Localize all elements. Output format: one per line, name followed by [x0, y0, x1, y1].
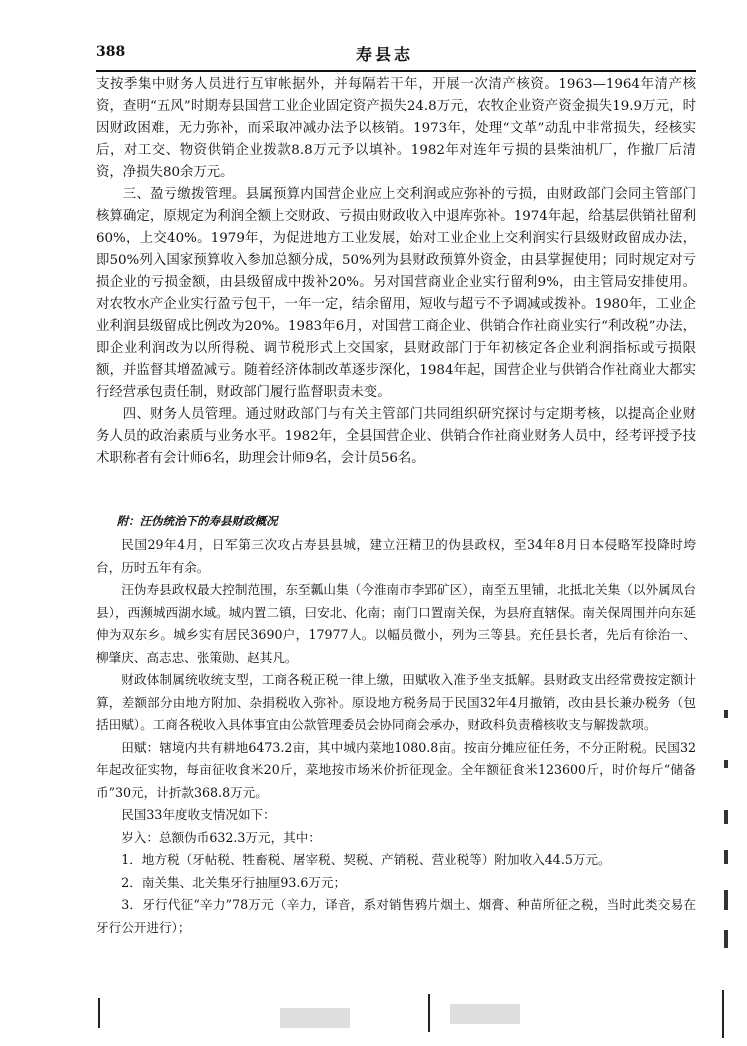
- main-text: [96, 74, 696, 470]
- appendix-paragraph: 民国29年4月，日军第三次攻占寿县县城，建立汪精卫的伪县政权，至34年8月日本侵略军投降时垮台，历时五年有余。: [96, 537, 696, 575]
- appendix-list-item: 1．地方税（牙帖税、牲畜税、屠宰税、契税、产销税、营业税等）附加收入44.5万元。: [121, 852, 611, 867]
- paragraph-finance-staff-management: 四、财务人员管理。通过财政部门与有关主管部门共同组织研究探讨与定期考核，以提高企业财务人员的政治素质与业务水平。1982年，全县国营企业、供销合作社商业财务人员中，经考评授予技术职称者有会计师6名，助理会计师9名，会计员56名。: [96, 407, 696, 466]
- scan-mark: [724, 850, 728, 864]
- scan-mark: [98, 998, 100, 1028]
- scan-footer-artifacts: [0, 990, 747, 1046]
- scan-edge-marks: [720, 700, 740, 1000]
- appendix-paragraph: 财政体制属统收统支型，工商各税正税一律上缴，田赋收入准予坐支抵解。县财政支出经常费按定额计算，差额部分由地方附加、杂捐税收入弥补。原设地方税务局于民国32年4月撤销，改由县长兼办税务（包括田赋）。工商各税收入具体事宜由公款管理委员会协同商会承办，财政科负责稽核收支与解拨款项。: [96, 672, 696, 732]
- scan-mark: [724, 930, 728, 948]
- appendix-paragraph: 田赋：辖境内共有耕地6473.2亩，其中城内菜地1080.8亩。按亩分摊应征任务，不分正附税。民国32年起改征实物，每亩征收食米20斤，菜地按市场米价折征现金。全年额征食米123600斤，时价每斤“储备币”30元，计折款368.8万元。: [96, 739, 696, 800]
- appendix-paragraph: 汪伪寿县政权最大控制范围，东至瓤山集（今淮南市李郢矿区），南至五里铺，北抵北关集（以外属凤台县），西濒城西湖水域。城内置二镇，曰安北、化南；南门口置南关保，为县府直辖保。南关保周围并向东延伸为双东乡。城乡实有居民3690户，17977人。以幅员微小，列为三等县。充任县长者，先后有徐治一、柳肇庆、高志忠、张策勋、赵其凡。: [96, 582, 696, 665]
- book-title: 寿县志: [356, 45, 414, 64]
- appendix-paragraph: 民国33年度收支情况如下：: [121, 807, 276, 822]
- appendix-title: 附：汪伪统治下的寿县财政概况: [116, 514, 278, 528]
- header-rule: [96, 70, 696, 72]
- appendix-paragraph: 岁入：总额伪币632.3万元，其中：: [121, 829, 321, 845]
- scan-smudge: [450, 1004, 520, 1024]
- scan-mark: [724, 810, 728, 824]
- scan-smudge: [280, 1008, 350, 1028]
- appendix-list-item: 3．牙行代征“辛力”78万元（辛力，译音，系对销售鸦片烟土、烟膏、种苗所征之税，当时此类交易在牙行公开进行）；: [96, 897, 696, 935]
- appendix-section: [96, 512, 696, 939]
- appendix-list-item: 2．南关集、北关集牙行抽厘93.6万元；: [121, 874, 347, 890]
- scan-mark: [724, 710, 728, 718]
- page-header: [96, 38, 696, 72]
- scan-mark: [722, 990, 724, 1038]
- page-number: 388: [96, 44, 126, 60]
- paragraph-continued: 支按季集中财务人员进行互审帐据外，并每隔若干年，开展一次清产核资。1963—1964年清产核资，查明“五风”时期寿县国营工业企业固定资产损失24.8万元，农牧企业资产资金损失19.9万元，时因财政困难，无力弥补，而采取冲减办法予以核销。1973年，处理“文革”动乱中非常损失，经核实后，对工交、物资供销企业拨款8.8万元予以填补。1982年对连年亏损的县柴油机厂，作撤厂后清资，净损失80余万元。: [96, 77, 696, 180]
- scan-mark: [724, 760, 728, 768]
- scan-mark: [428, 994, 430, 1032]
- scan-mark: [724, 890, 728, 910]
- paragraph-profit-loss-management: 三、盈亏缴拨管理。县属预算内国营企业应上交利润或应弥补的亏损，由财政部门会同主管部门核算确定，原规定为利润全额上交财政、亏损由财政收入中退库弥补。1974年起，给基层供销社留利60%，上交40%。1979年，为促进地方工业发展，始对工业企业上交利润实行县级财政留成办法，即50%列入国家预算收入参加总额分成，50%列为县财政预算外资金，由县掌握使用；同时规定对亏损企业的亏损金额，由县级留成中拨补20%。另对国营商业企业实行留利9%，由主管局安排使用。对农牧水产企业实行盈亏包干，一年一定，结余留用，短收与超亏不予调减或拨补。1980年，工业企业利润县级留成比例改为20%。1983年6月，对国营工商企业、供销合作社商业实行“利改税”办法，即企业利润改为以所得税、调节税形式上交国家，县财政部门于年初核定各企业利润指标或亏损限额，并监督其增盈减亏。随着经济体制改革逐步深化，1984年起，国营企业与供销合作社商业大都实行经营承包责任制，财政部门履行监督职责未变。: [96, 187, 696, 400]
